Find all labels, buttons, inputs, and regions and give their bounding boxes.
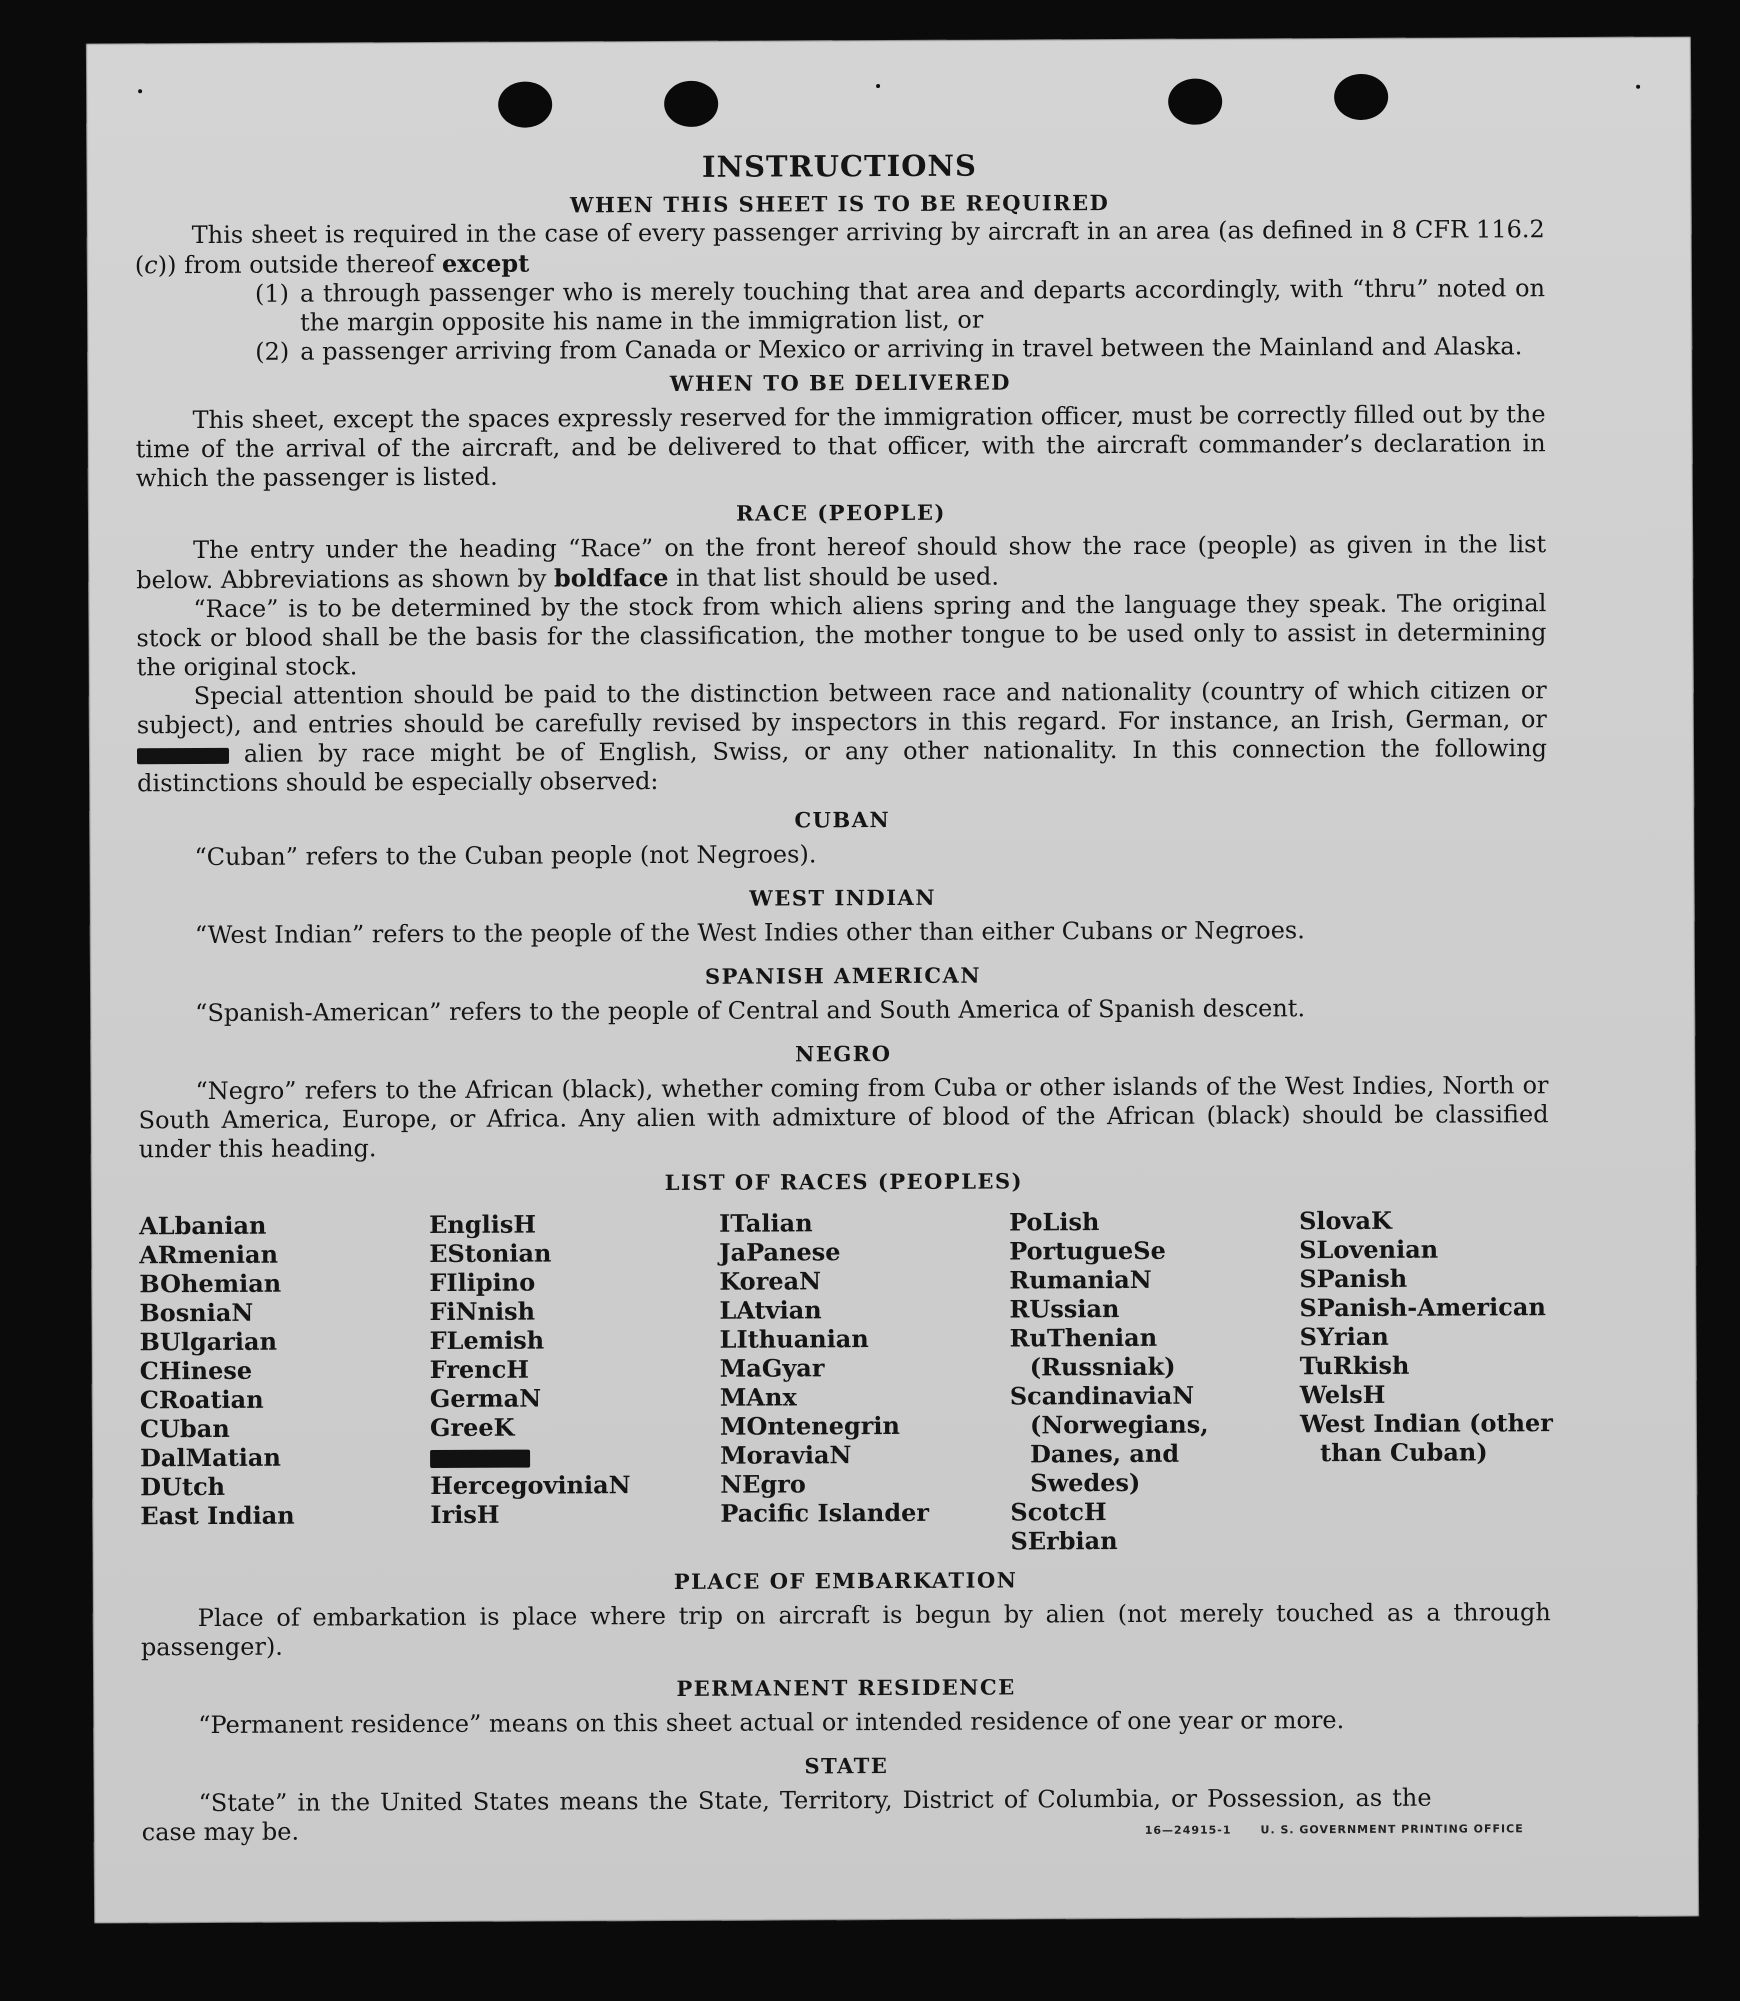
speck — [876, 84, 880, 88]
race-entry: MaGyar — [719, 1353, 825, 1383]
race-entry: WelsH — [1299, 1379, 1386, 1410]
races-list — [139, 1205, 1551, 1559]
race-p1-text-2: in that list should be used. — [668, 562, 1000, 592]
races-column — [719, 1207, 1011, 1556]
heading-place-of-embarkation: PLACE OF EMBARKATION — [673, 1567, 1018, 1594]
heading-race: RACE (PEOPLE) — [736, 499, 946, 526]
race-entry: JaPanese — [719, 1237, 841, 1267]
race-paragraph-1 — [136, 530, 1546, 595]
race-entry: PoLish — [1008, 1207, 1100, 1237]
exception-text: a passenger arriving from Canada or Mexico or arriving in travel between the Mainland and Alaska. — [300, 332, 1523, 366]
race-entry: DalMatian — [140, 1442, 281, 1473]
race-entry: SYrian — [1299, 1321, 1389, 1352]
heading-list-of-races: LIST OF RACES (PEOPLES) — [664, 1168, 1024, 1195]
redaction-mark — [137, 748, 229, 764]
races-column — [139, 1210, 431, 1559]
race-entry: ITalian — [718, 1208, 813, 1238]
west-indian-text: “West Indian” refers to the people of the West Indies other than either Cubans or Negroes. — [194, 916, 1305, 950]
race-entry: FrencH — [429, 1354, 530, 1385]
document-sheet — [86, 37, 1699, 1924]
place-of-embarkation-text: Place of embarkation is place where trip on aircraft is begun by alien (not merely touched as a through passenger). — [140, 1598, 1551, 1662]
heading-permanent-residence: PERMANENT RESIDENCE — [676, 1674, 1016, 1701]
race-entry: FiNnish — [429, 1296, 536, 1327]
race-entry: EStonian — [429, 1238, 552, 1269]
race-entry: CHinese — [139, 1355, 253, 1386]
race-entry: SPanish — [1299, 1263, 1408, 1294]
race-entry: GermaN — [429, 1383, 542, 1414]
race-entry: CRoatian — [139, 1384, 264, 1415]
state-text: “State” in the United States means the State, Territory, District of Columbia, or Possession, as the case may be. — [141, 1783, 1432, 1847]
race-entry-redacted — [430, 1441, 720, 1471]
races-column — [429, 1209, 721, 1558]
race-entry: SErbian — [1010, 1526, 1118, 1556]
race-entry: SlovaK — [1298, 1205, 1392, 1236]
race-p1-text: The entry under the heading “Race” on the front hereof should show the race (people) as given in the list below. Abbreviations as shown by — [136, 530, 1547, 595]
exception-item — [255, 274, 1545, 338]
race-paragraph-2: “Race” is to be determined by the stock from which aliens spring and the language they speak. The original stock or blood shall be the basis for the classification, the mother tongue to be used only to assist in determining the original stock. — [136, 589, 1547, 682]
when-delivered-text: This sheet, except the spaces expressly reserved for the immigration officer, must be correctly filled out by the time of the arrival of the aircraft, and be delivered to that officer, with the aircraft commander’s declaration in which the passenger is listed. — [135, 400, 1546, 493]
race-entry: CUban — [139, 1413, 230, 1444]
when-required-intro — [135, 215, 1545, 280]
race-entry: DUtch — [140, 1471, 226, 1502]
race-paragraph-3 — [137, 676, 1547, 798]
exception-number: (1) — [254, 279, 290, 308]
race-entry: ALbanian — [139, 1210, 267, 1241]
race-entry: BosniaN — [139, 1297, 254, 1328]
intro-except: except — [441, 248, 530, 278]
heading-state: STATE — [804, 1753, 889, 1779]
heading-west-indian: WEST INDIAN — [749, 884, 937, 911]
race-entry: ScotcH — [1010, 1497, 1107, 1527]
exception-number: (2) — [255, 337, 290, 366]
race-p3-text-2: alien by race might be of English, Swiss, or any other nationality. In this connection the following distinctions should be especially observed: — [137, 734, 1548, 798]
heading-spanish-american: SPANISH AMERICAN — [704, 962, 982, 989]
race-entry: FLemish — [429, 1325, 545, 1356]
race-entry: TuRkish — [1299, 1350, 1410, 1381]
heading-when-delivered: WHEN TO BE DELIVERED — [669, 369, 1011, 396]
punch-hole — [498, 81, 552, 127]
page-title: INSTRUCTIONS — [701, 148, 977, 184]
instructions-content — [134, 149, 1551, 1847]
race-entry: IrisH — [430, 1499, 500, 1530]
intro-text: This sheet is required in the case of every passenger arriving by aircraft in an area (as defined in 8 CFR 116.2 ( — [134, 215, 1545, 280]
negro-text: “Negro” refers to the African (black), whether coming from Cuba or other islands of the West Indies, North or South America, Europe, or Africa. Any alien with admixture of blood of the African (black) should be classified under this heading. — [138, 1071, 1549, 1164]
race-entry: PortugueSe — [1009, 1235, 1166, 1266]
race-entry: LIthuanian — [719, 1324, 869, 1354]
permanent-residence-text: “Permanent residence” means on this sheet actual or intended residence of one year or more. — [198, 1706, 1345, 1740]
race-entry: FIlipino — [429, 1267, 536, 1298]
race-entry: KoreaN — [719, 1266, 822, 1296]
race-entry: NEgro — [720, 1469, 806, 1499]
race-entry: SLovenian — [1299, 1234, 1439, 1265]
race-p3-text: Special attention should be paid to the distinction between race and nationality (country of which citizen or subject), and entries should be carefully revised by inspectors in this regard. For instance, an Irish, German, or — [136, 676, 1547, 740]
heading-negro: NEGRO — [795, 1041, 892, 1067]
race-entry: MAnx — [719, 1382, 797, 1412]
heading-cuban: CUBAN — [794, 807, 891, 833]
spanish-american-text: “Spanish-American” refers to the people of Central and South America of Spanish descent. — [195, 994, 1306, 1028]
race-entry: RuThenian (Russniak) — [1009, 1322, 1176, 1382]
race-entry: ARmenian — [139, 1239, 279, 1270]
intro-c: c — [144, 251, 158, 280]
race-entry: GreeK — [429, 1412, 515, 1443]
race-entry: MoraviaN — [720, 1440, 852, 1470]
intro-text-2: )) from outside thereof — [157, 249, 442, 280]
race-entry: HercegoviniaN — [430, 1470, 631, 1501]
speck — [1636, 85, 1640, 89]
exception-item — [255, 332, 1545, 367]
race-entry: RUssian — [1009, 1294, 1120, 1324]
race-entry: Pacific Islander — [720, 1497, 930, 1528]
redaction-mark — [430, 1450, 530, 1468]
speck — [138, 89, 142, 93]
race-p1-bold: boldface — [553, 562, 669, 593]
cuban-text: “Cuban” refers to the Cuban people (not Negroes). — [194, 840, 817, 872]
exception-text: a through passenger who is merely touching that area and departs accordingly, with “thru” noted on the margin opposite his name in the immigration list, or — [299, 274, 1546, 337]
race-entry: BUlgarian — [139, 1326, 278, 1357]
punch-hole — [1168, 79, 1222, 125]
race-entry: BOhemian — [139, 1268, 282, 1299]
race-entry: RumaniaN — [1009, 1264, 1152, 1295]
punch-hole — [1334, 74, 1388, 120]
punch-hole — [664, 81, 718, 127]
races-column — [1009, 1206, 1301, 1555]
race-entry: SPanish-American — [1299, 1292, 1546, 1323]
printer-imprint: U. S. GOVERNMENT PRINTING OFFICE — [1260, 1822, 1524, 1837]
race-entry: EnglisH — [428, 1209, 537, 1240]
races-column — [1299, 1205, 1551, 1554]
race-entry: East Indian — [140, 1500, 295, 1531]
form-number: 16—24915-1 — [1144, 1823, 1232, 1837]
race-entry: LAtvian — [719, 1295, 822, 1325]
race-entry: MOntenegrin — [719, 1410, 901, 1441]
form-footer — [1145, 1822, 1524, 1837]
race-entry: ScandinaviaN (Norwegians, Danes, and Swedes) — [1009, 1380, 1209, 1498]
race-entry: West Indian (other than Cuban) — [1299, 1408, 1553, 1468]
heading-when-required: WHEN THIS SHEET IS TO BE REQUIRED — [569, 190, 1110, 218]
